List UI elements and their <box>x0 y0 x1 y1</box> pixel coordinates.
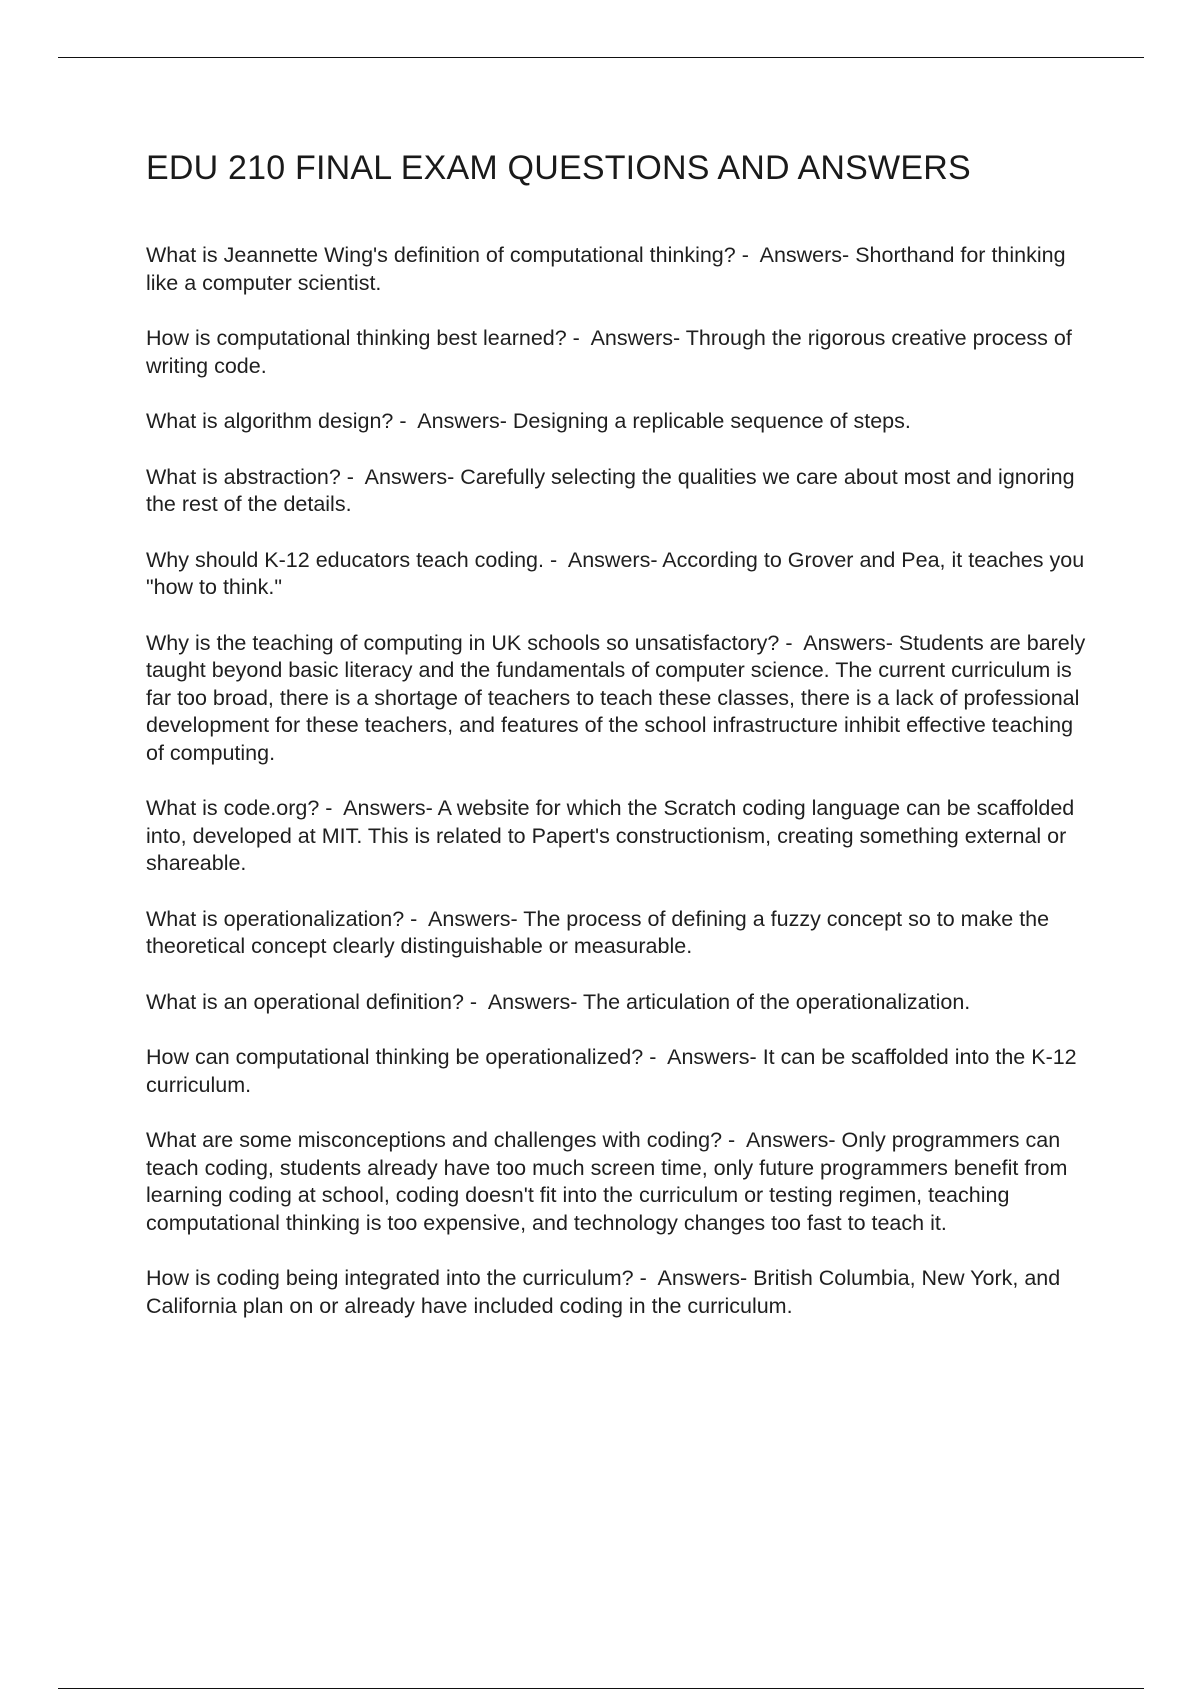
qa-item <box>146 464 1086 519</box>
answer-separator: - Answers- <box>543 547 663 572</box>
question-text: What is operationalization? <box>146 906 405 931</box>
answer-separator: - Answers- <box>319 796 438 820</box>
question-text: What are some misconceptions and challenges with coding? <box>146 1128 723 1152</box>
answer-text: Only programmers can teach coding, students already have too much screen time, only future programmers benefit from learning coding at school, coding doesn't fit into the curriculum or testing regimen, teaching computational thinking is too expensive, and technology changes too fast to teach it. <box>146 1128 1068 1235</box>
question-text: Why is the teaching of computing in UK schools so unsatisfactory? <box>146 630 780 655</box>
answer-separator: - Answers- <box>340 464 461 489</box>
qa-item <box>146 989 1086 1017</box>
answer-text: The process of defining a fuzzy concept so to make the theoretical concept clearly distinguishable or measurable. <box>146 906 1050 958</box>
top-rule <box>58 57 1144 58</box>
question-text: What is code.org? <box>146 796 320 820</box>
question-text: How is computational thinking best learned? <box>146 326 567 350</box>
question-text: What is an operational definition? <box>146 989 464 1014</box>
qa-item <box>146 630 1086 768</box>
answer-separator: - Answers- <box>735 243 856 267</box>
question-text: Why should K-12 educators teach coding. <box>146 547 544 572</box>
answer-separator: - Answers- <box>643 1045 763 1069</box>
question-text: How can computational thinking be operationalized? <box>146 1045 644 1069</box>
qa-item <box>146 1127 1086 1237</box>
question-text: What is Jeannette Wing's definition of computational thinking? <box>146 243 736 267</box>
qa-item <box>146 795 1086 878</box>
answer-separator: - Answers- <box>393 409 513 433</box>
qa-list <box>146 242 1086 1320</box>
answer-text: It can be scaffolded into the K-12 curriculum. <box>146 1045 1077 1097</box>
qa-item <box>146 1265 1086 1320</box>
answer-text: According to Grover and Pea, it teaches you "how to think." <box>146 547 1085 599</box>
answer-text: Designing a replicable sequence of steps. <box>512 409 911 433</box>
answer-separator: - Answers- <box>722 1128 842 1152</box>
qa-item <box>146 325 1086 380</box>
answer-separator: - Answers- <box>779 630 899 655</box>
answer-separator: - Answers- <box>566 326 686 350</box>
document-body <box>146 138 1086 1348</box>
qa-item <box>146 547 1086 602</box>
qa-item <box>146 408 1086 436</box>
question-text: How is coding being integrated into the curriculum? <box>146 1266 634 1290</box>
answer-text: A website for which the Scratch coding language can be scaffolded into, developed at MIT. This is related to Papert's constructionism, creating something external or shareable. <box>146 796 1075 875</box>
page-title: EDU 210 FINAL EXAM QUESTIONS AND ANSWERS <box>146 149 971 187</box>
answer-separator: - Answers- <box>633 1266 754 1290</box>
question-text: What is algorithm design? <box>146 409 394 433</box>
bottom-rule <box>58 1688 1144 1689</box>
qa-item <box>146 906 1086 961</box>
question-text: What is abstraction? <box>146 464 341 489</box>
answer-text: British Columbia, New York, and California plan on or already have included coding in the curriculum. <box>146 1266 1061 1318</box>
answer-separator: - Answers- <box>404 906 524 931</box>
answer-text: Through the rigorous creative process of writing code. <box>146 326 1072 378</box>
answer-text: Students are barely taught beyond basic literacy and the fundamentals of computer science. The current curriculum is far too broad, there is a shortage of teachers to teach these classes, there is a lack of professional development for these teachers, and features of the school infrastructure inhibit effective teaching of computing. <box>146 630 1086 765</box>
answer-text: Shorthand for thinking like a computer scientist. <box>146 243 1066 295</box>
answer-text: Carefully selecting the qualities we care about most and ignoring the rest of the details. <box>146 464 1075 516</box>
qa-item <box>146 242 1086 297</box>
qa-item <box>146 1044 1086 1099</box>
answer-text: The articulation of the operationalization. <box>583 989 971 1014</box>
answer-separator: - Answers- <box>463 989 584 1014</box>
